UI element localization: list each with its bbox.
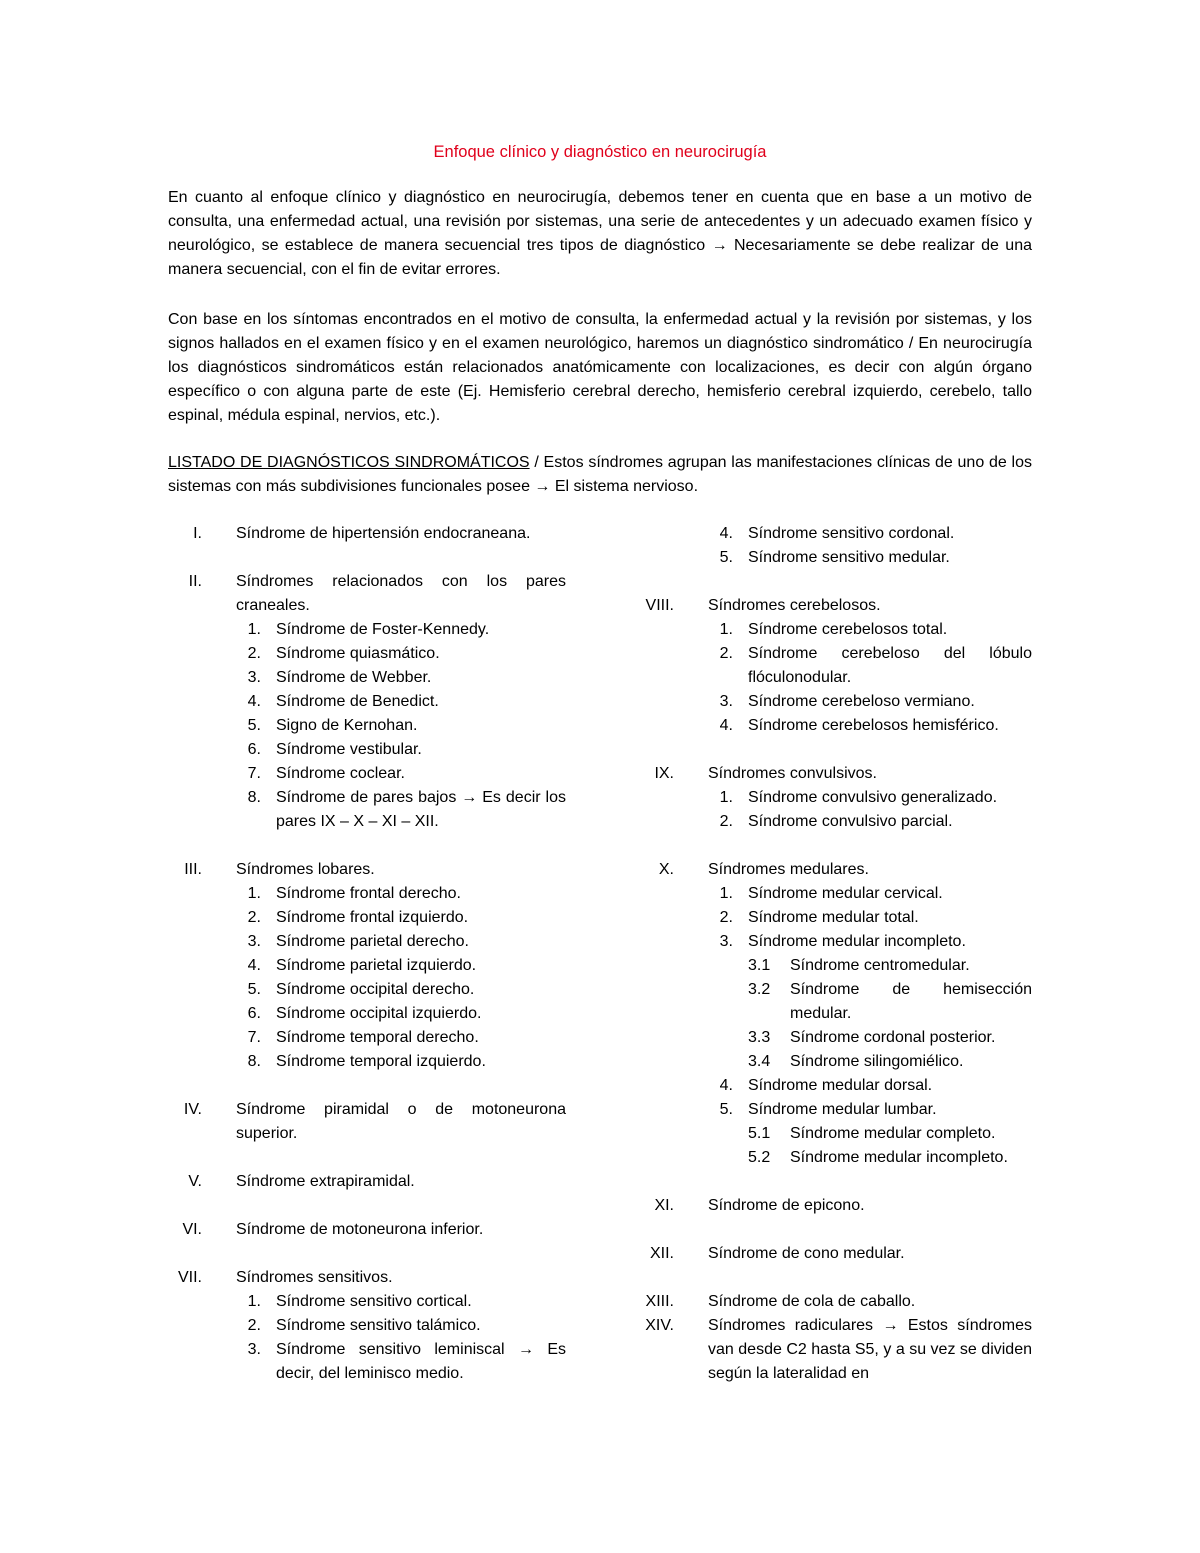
item-text: Síndrome de motoneurona inferior.	[236, 1221, 484, 1238]
sub-item: 4. Síndrome cerebelosos hemisférico.	[719, 717, 999, 734]
syndromic-diagnosis-paragraph: Con base en los síntomas encontrados en el motivo de consulta, la enfermedad actual y la revisión por sistemas, y los signos hallados en el examen físico y en el examen neurológico, haremos un diagnóstico sindromático / En neurocirugía los diagnósticos sindromáticos están relacionados anatómicamente con localizaciones, es decir con algún órgano específico o con alguna parte de este (Ej. Hemisferio cerebral derecho, hemisferio cerebral izquierdo, cerebelo, tallo espinal, médula espinal, nervios, etc.).	[168, 311, 1032, 424]
sub-item: 5. Síndrome occipital derecho.	[247, 981, 475, 998]
list-item	[640, 594, 1032, 738]
intro-paragraph: En cuanto al enfoque clínico y diagnóstico en neurocirugía, debemos tener en cuenta que en base a un motivo de consulta, una enfermedad actual, una revisión por sistemas, una serie de antecedentes y un adecuado examen físico y neurológico, se establece de manera secuencial tres tipos de diagnóstico → Necesariamente se debe realizar de una manera secuencial, con el fin de evitar errores.	[168, 189, 1032, 278]
roman-numeral: IX.	[654, 765, 674, 782]
list-intro-paragraph	[168, 451, 1032, 499]
sub-item: 7. Síndrome coclear.	[247, 765, 405, 782]
sub-item: 1. Síndrome frontal derecho.	[247, 885, 461, 902]
sub-item: 4. Síndrome sensitivo cordonal.	[719, 525, 955, 542]
sub-item: 3. Síndrome cerebeloso vermiano.	[719, 693, 975, 710]
sub-sub-item: 3.4 Síndrome silingomiélico.	[748, 1053, 964, 1070]
list-item	[168, 1266, 566, 1386]
item-text: Síndrome piramidal o de motoneurona superior.	[236, 1101, 566, 1142]
document-title: Enfoque clínico y diagnóstico en neurocirugía	[433, 143, 767, 161]
sub-item: 3. Síndrome parietal derecho.	[247, 933, 469, 950]
sub-item: 6. Síndrome vestibular.	[247, 741, 422, 758]
roman-numeral: XIII.	[645, 1293, 674, 1310]
sub-item: 8. Síndrome temporal izquierdo.	[247, 1053, 486, 1070]
item-text: Síndrome de cono medular.	[708, 1245, 905, 1262]
sub-item: 8. Síndrome de pares bajos → Es decir los pares IX – X – XI – XII.	[247, 789, 566, 830]
roman-numeral: XIV.	[645, 1317, 674, 1334]
list-item	[168, 1170, 566, 1194]
sub-item: 2. Síndrome quiasmático.	[247, 645, 440, 662]
roman-numeral: III.	[184, 861, 202, 878]
sub-item: 1. Síndrome cerebelosos total.	[719, 621, 948, 638]
sub-item: 4. Síndrome de Benedict.	[247, 693, 439, 710]
left-column	[168, 522, 566, 1386]
list-item	[640, 1242, 1032, 1266]
item-text: Síndromes medulares.	[708, 861, 869, 878]
roman-numeral: VII.	[177, 1269, 202, 1286]
sub-item: 2. Síndrome cerebeloso del lóbulo flóculonodular.	[719, 645, 1032, 686]
item-text: Síndrome de hipertensión endocraneana.	[236, 525, 531, 542]
right-column	[640, 522, 1032, 1386]
roman-numeral: XII.	[649, 1245, 674, 1262]
item-text: Síndrome de cola de caballo.	[708, 1293, 916, 1310]
roman-numeral: XI.	[654, 1197, 674, 1214]
roman-numeral: V.	[188, 1173, 202, 1190]
roman-numeral: X.	[658, 861, 674, 878]
sub-item: 1. Síndrome medular cervical.	[719, 885, 943, 902]
item-text: Síndrome extrapiramidal.	[236, 1173, 415, 1190]
sub-item: 1. Síndrome convulsivo generalizado.	[719, 789, 998, 806]
item-text: Síndromes radiculares → Estos síndromes van desde C2 hasta S5, y a su vez se dividen según la lateralidad en	[708, 1317, 1032, 1382]
sub-item: 3. Síndrome de Webber.	[247, 669, 432, 686]
sub-item: 4. Síndrome parietal izquierdo.	[247, 957, 477, 974]
item-text: Síndromes relacionados con los pares craneales.	[236, 573, 566, 614]
sub-item: 2. Síndrome frontal izquierdo.	[247, 909, 469, 926]
list-item	[168, 570, 566, 834]
item-text: Síndrome de epicono.	[708, 1197, 865, 1214]
roman-numeral: VIII.	[645, 597, 674, 614]
roman-numeral: II.	[188, 573, 202, 590]
list-item	[168, 1218, 566, 1242]
sub-item: 6. Síndrome occipital izquierdo.	[247, 1005, 482, 1022]
sub-sub-item: 5.1 Síndrome medular completo.	[748, 1125, 996, 1142]
sub-item: 3. Síndrome sensitivo leminiscal → Es decir, del leminisco medio.	[247, 1341, 566, 1382]
list-item	[640, 1314, 1032, 1386]
sub-item: 7. Síndrome temporal derecho.	[247, 1029, 479, 1046]
sub-sub-item: 3.1 Síndrome centromedular.	[748, 957, 970, 974]
sub-sub-item: 3.3 Síndrome cordonal posterior.	[748, 1029, 996, 1046]
item-text: Síndromes sensitivos.	[236, 1269, 393, 1286]
list-item	[168, 858, 566, 1074]
sub-item: 3. Síndrome medular incompleto. 3.1 Síndrome centromedular. 3.2 Síndrome de hemisección medular. 3.3 Síndrome cordonal posterior. 3.4 Síndrome silingomiélico.	[708, 930, 1032, 1074]
sub-sub-item: 5.2 Síndrome medular incompleto.	[748, 1149, 1008, 1166]
list-item	[640, 762, 1032, 834]
sub-item: 5. Síndrome medular lumbar. 5.1 Síndrome medular completo. 5.2 Síndrome medular incompleto.	[708, 1098, 1032, 1170]
sub-item: 4. Síndrome medular dorsal.	[719, 1077, 933, 1094]
list-item	[640, 1290, 1032, 1314]
sub-item: 5. Signo de Kernohan.	[247, 717, 418, 734]
list-intro-text: / Estos síndromes agrupan las manifestaciones clínicas de uno de los sistemas con más subdivisiones funcionales posee → El sistema nervioso.	[168, 454, 1033, 495]
sub-item: 2. Síndrome medular total.	[719, 909, 919, 926]
roman-numeral: IV.	[183, 1101, 202, 1118]
sub-item: 1. Síndrome de Foster-Kennedy.	[247, 621, 490, 638]
sub-item: 1. Síndrome sensitivo cortical.	[247, 1293, 472, 1310]
item-text: Síndromes lobares.	[236, 861, 375, 878]
sub-item: 2. Síndrome convulsivo parcial.	[719, 813, 953, 830]
roman-numeral: I.	[193, 525, 202, 542]
sub-item: 2. Síndrome sensitivo talámico.	[247, 1317, 481, 1334]
item-text: Síndromes convulsivos.	[708, 765, 877, 782]
roman-numeral: VI.	[182, 1221, 202, 1238]
list-item	[640, 1194, 1032, 1218]
list-item	[168, 1098, 566, 1146]
item-text: Síndromes cerebelosos.	[708, 597, 881, 614]
list-item	[640, 858, 1032, 1170]
sub-sub-item: 3.2 Síndrome de hemisección medular.	[748, 981, 1032, 1022]
list-heading: LISTADO DE DIAGNÓSTICOS SINDROMÁTICOS	[168, 454, 530, 471]
sub-item: 5. Síndrome sensitivo medular.	[719, 549, 950, 566]
list-item	[168, 522, 566, 546]
